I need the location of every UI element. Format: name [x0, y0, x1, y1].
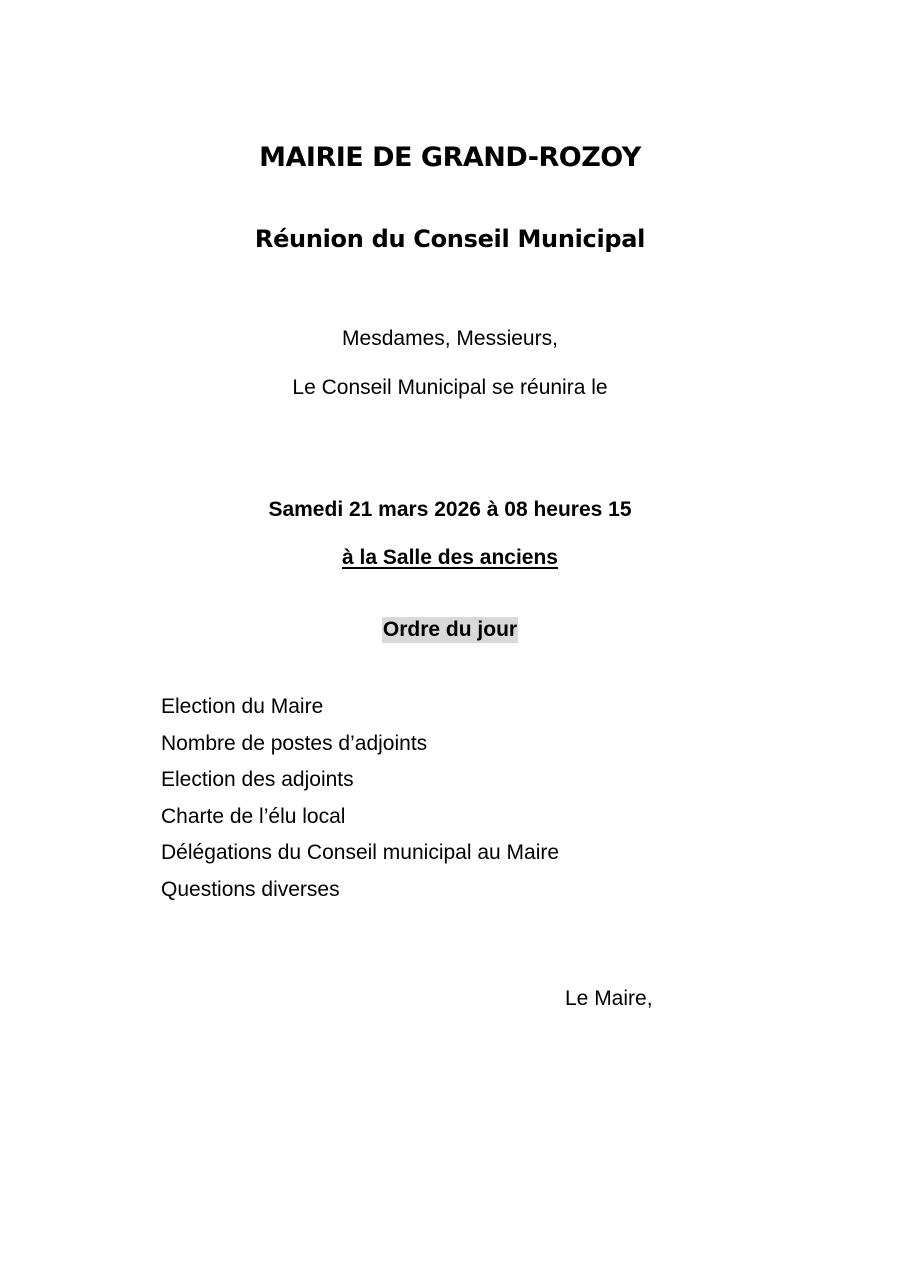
agenda-list: [161, 689, 559, 908]
agenda-item: Election du Maire: [161, 695, 324, 718]
meeting-location: à la Salle des anciens: [342, 546, 558, 569]
agenda-item: Délégations du Conseil municipal au Maire: [161, 841, 560, 864]
agenda-item: Election des adjoints: [161, 768, 354, 791]
signature: Le Maire,: [565, 987, 653, 1010]
meeting-date: Samedi 21 mars 2026 à 08 heures 15: [268, 498, 632, 521]
intro-text: Le Conseil Municipal se réunira le: [292, 376, 608, 399]
greeting-text: Mesdames, Messieurs,: [342, 327, 558, 350]
agenda-item: Nombre de postes d’adjoints: [161, 731, 428, 755]
agenda-item: Charte de l’élu local: [161, 804, 346, 828]
page-title: MAIRIE DE GRAND-ROZOY: [259, 142, 641, 173]
agenda-item: Questions diverses: [161, 877, 340, 901]
agenda-heading: [0, 617, 900, 646]
agenda-title: Ordre du jour: [382, 618, 518, 641]
page-subtitle: Réunion du Conseil Municipal: [254, 225, 646, 253]
